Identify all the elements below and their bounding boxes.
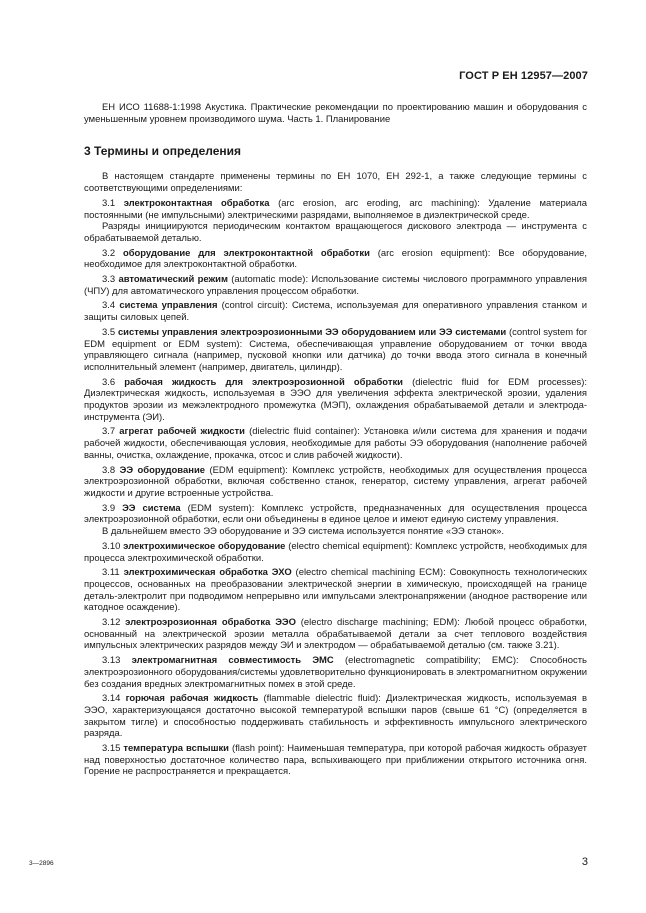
paragraph-text: 3.9: [102, 502, 123, 514]
paragraph-text: 3.4: [102, 300, 120, 312]
term-definition: (arc erosion, arc eroding, arc machining): Удаление материала постоянными (не импульсными) электрическими разрядами, выполняемое в диэлектрической среде.: [84, 197, 587, 221]
paragraph-text: 3.13: [102, 655, 132, 667]
definition-paragraph: [84, 655, 587, 690]
definition-paragraph: [84, 171, 587, 194]
definition-paragraph: [84, 248, 587, 271]
term-name: электроэрозионная обработка ЭЭО: [125, 617, 296, 629]
paragraph-text: 3.5: [102, 326, 118, 338]
term-definition: (electro chemical equipment): Комплекс устройств, необходимых для процесса электрохимической обработки.: [84, 540, 587, 564]
term-definition: (EDM system): Комплекс устройств, предназначенных для осуществления процесса электроэрозионной обработки, если они объединены в единое целое и имеют единую систему управления.: [84, 502, 588, 526]
term-name: рабочая жидкость для электроэрозионной обработки: [124, 376, 403, 388]
term-definition: (EDM equipment): Комплекс устройств, необходимых для осуществления процесса электроэрозионной обработки, включая собственно станок, генератор, систему управления, агрегат рабочей жидкости и другие встроенные устройства.: [84, 464, 588, 499]
paragraph-text: 3.12: [102, 617, 126, 629]
definition-paragraph: [84, 617, 587, 652]
page-header: ГОСТ Р ЕН 12957—2007: [459, 70, 588, 82]
definition-paragraph: [84, 327, 587, 374]
term-name: ЭЭ система: [122, 502, 181, 514]
paragraph-text: 3.15: [102, 743, 124, 755]
definition-paragraph: [84, 274, 587, 297]
term-definition: (flash point): Наименьшая температура, при которой рабочая жидкость образует над поверхностью достаточное количество пара, вспыхивающего при приближении открытого источника огня. Горение не распространяется и прекращается.: [84, 743, 587, 778]
term-definitions: [84, 171, 587, 778]
definition-paragraph: [84, 300, 587, 323]
term-definition: (dielectric fluid container): Установка и/или система для хранения и подачи рабочей жидкости, обеспечивающая условия, необходимые для работы ЭЭ оборудования (наполнение рабочей ванны, очистка, охлаждение, прокачка, отсос и слив рабочей жидкости).: [84, 426, 587, 461]
term-name: электрохимическая обработка ЭХО: [123, 567, 292, 579]
definition-paragraph: [84, 541, 587, 564]
definition-paragraph: [84, 426, 587, 461]
definition-paragraph: [84, 198, 587, 221]
definition-paragraph: [84, 465, 587, 500]
paragraph-text: 3.3: [102, 274, 119, 286]
footer-code: 3—2896: [29, 860, 54, 867]
definition-paragraph: [84, 567, 587, 614]
term-definition: (control circuit): Система, используемая для оперативного управления станком и защиты силовых цепей.: [84, 300, 587, 324]
term-name: горючая рабочая жидкость: [125, 693, 259, 705]
term-name: оборудование для электроконтактной обработки: [122, 247, 370, 259]
intro-paragraph: ЕН ИСО 11688-1:1998 Акустика. Практические рекомендации по проектированию машин и оборудования с уменьшенным уровнем производимого шума. Часть 1. Планирование: [84, 102, 587, 125]
term-definition: (electromagnetic compatibility; EMC): Способность электроэрозионного оборудования/системы удовлетворительно функционировать в электромагнитном окружении без создания вредных электромагнитных помех в этой среде.: [84, 655, 587, 690]
paragraph-text: 3.11: [102, 567, 124, 579]
paragraph-text: 3.14: [102, 693, 126, 705]
term-name: электромагнитная совместимость ЭМС: [131, 655, 334, 667]
term-name: системы управления электроэрозионными ЭЭ оборудованием или ЭЭ системами: [117, 326, 507, 338]
paragraph-text: В настоящем стандарте применены термины по ЕН 1070, ЕН 292-1, а также следующие термины с соответствующими определениями:: [84, 171, 587, 195]
term-definition: (flammable dielectric fluid): Диэлектрическая жидкость, используемая в ЭЭО, характеризующаяся достаточно высокой температурой вспышки паров (свыше 61 °С) (определяется в закрытом тигле) и способностью поддерживать стабильность и эффективность импульсного электрического разряда.: [84, 693, 587, 740]
paragraph-text: В дальнейшем вместо ЭЭ оборудование и ЭЭ система используется понятие «ЭЭ станок».: [102, 526, 504, 538]
section-title: 3 Термины и определения: [84, 144, 242, 159]
page-number: 3: [581, 856, 588, 868]
paragraph-text: 3.8: [102, 464, 120, 476]
paragraph-text: 3.6: [102, 376, 125, 388]
definition-paragraph: [84, 743, 587, 778]
term-definition: (electro chemical machining ECM): Совокупность технологических процессов, основанных на преобразовании электрической энергии в химическую, происходящей на границе деталь-электролит при подводимом непрерывно или импульсами электронапряжении (анодное растворение или катодное осаждение).: [84, 567, 587, 614]
term-definition: (arc erosion equipment): Все оборудование, необходимое для электроконтактной обработки.: [84, 247, 587, 271]
term-definition: (dielectric fluid for EDM processes): Диэлектрическая жидкость, используемая в ЭЭО для увеличения эффекта электрической эрозии, удаления продуктов эрозии из межэлектродного промежутка (МЭП), охлаждения обрабатываемой детали и электрода-инструмента (ЭИ).: [84, 376, 587, 423]
paragraph-text: 3.2: [102, 247, 123, 259]
term-name: электроконтактная обработка: [123, 197, 270, 209]
term-name: температура вспышки: [123, 743, 229, 755]
definition-paragraph: [84, 221, 587, 244]
term-definition: (automatic mode): Использование системы числового программного управления (ЧПУ) для автоматического управления процессом обработки.: [84, 274, 587, 297]
definition-paragraph: [84, 503, 587, 526]
term-name: система управления: [119, 300, 218, 312]
term-definition: (control system for EDM equipment or EDM system): Система, обеспечивающая управление оборудованием от точки ввода управляющего сигнала (например, пусковой кнопки или датчика) до точки ввода этого сигнала в конечный исполнительный элемент (например, двигатель, цилиндр).: [84, 326, 587, 373]
paragraph-text: 3.10: [102, 540, 124, 552]
term-definition: (electro discharge machining; EDM): Любой процесс обработки, основанный на электрической эрозии металла обрабатываемой детали за счет теплового воздействия импульсных электрических разрядов между ЭИ и электродом — обрабатываемой деталью (см. также 3.21).: [84, 617, 588, 652]
term-name: агрегат рабочей жидкости: [119, 426, 245, 438]
definition-paragraph: [84, 526, 587, 538]
paragraph-text: Разряды инициируются периодическим контактом вращающегося дискового электрода — инструмента с обрабатываемой деталью.: [84, 221, 587, 244]
paragraph-text: 3.1: [102, 197, 124, 209]
paragraph-text: 3.7: [102, 426, 120, 438]
term-name: ЭЭ оборудование: [119, 464, 205, 476]
term-name: автоматический режим: [118, 274, 228, 286]
definition-paragraph: [84, 377, 587, 424]
definition-paragraph: [84, 693, 587, 740]
term-name: электрохимическое оборудование: [123, 540, 286, 552]
document-body: [84, 102, 587, 778]
